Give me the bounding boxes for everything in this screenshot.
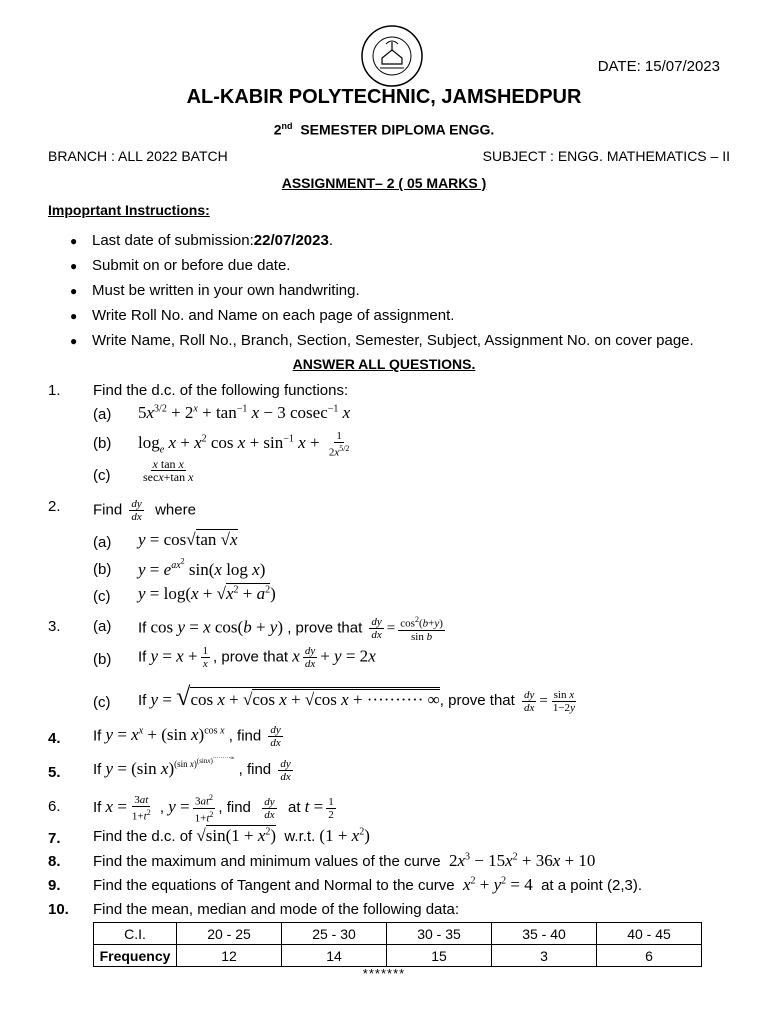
table-row-label: Frequency [94,945,177,967]
find-word: , find [238,760,272,778]
instruction-item [70,328,694,353]
instructions-heading: Impoprtant Instructions: [48,202,210,218]
instruction-item [70,278,694,303]
instruction-item [70,253,694,278]
semester-suffix: nd [281,121,293,131]
date-label: DATE: 15/07/2023 [597,58,720,75]
table-header-cell: 35 - 40 [492,923,597,945]
instruction-text: Submit on or before due date. [92,257,291,274]
question-text: Find the d.c. of $√\sin(1 + x^2)$ w.r.t. $(1 + x^2)$ [93,826,370,845]
instruction-text: Last date of submission: [92,232,254,249]
bullet-icon: ● [70,233,78,248]
table-cell: 6 [597,945,702,967]
instruction-text: Write Roll No. and Name on each page of assignment. [92,307,455,324]
bullet-icon: ● [70,283,78,298]
semester-line [0,121,768,138]
question-number: 5. [48,764,61,781]
expression: y = cos√tan √x [138,530,238,549]
if-word: If [93,760,102,778]
question-text: Find $\frac{dy}{dx}$ where [93,498,196,523]
question-number: 6. [48,798,61,815]
if-word: If [93,727,102,745]
q9-text: Find the equations of Tangent and Normal to the curve [93,877,455,894]
where-word: where [155,501,196,519]
end-marker: ******* [362,966,406,981]
question-text: Find the equations of Tangent and Normal to the curve $x^2 + y^2 = 4$ at a point (2,3). [93,875,642,894]
frequency-table [93,922,702,967]
subpart-label: (a) [93,618,112,635]
instruction-tail: . [328,232,334,249]
table-cell: 3 [492,945,597,967]
question-number: 10. [48,901,69,918]
table-header-row [94,923,702,945]
due-date: 22/07/2023 [253,232,329,249]
prove-that: , prove that [287,619,363,637]
instructions-list [70,228,694,353]
question-text: If x = $\frac{3at}{1+t^2}$ , y = $\frac{3at^2}{1+t^2}$ , find $\frac{dy}{dx}$ at t = $\frac{1}{2}$ [93,793,334,825]
instruction-item [70,303,694,328]
subpart-label: (b) [93,561,112,578]
instruction-item [70,228,694,253]
wrt-word: w.r.t. [284,828,316,845]
if-word: If [138,648,147,666]
table-cell: 14 [282,945,387,967]
question-text: Find the mean, median and mode of the following data: [93,901,460,918]
expression: If y = √cos x + √cos x + √cos x + ·········· ∞, prove that $\frac{dy}{dx}$ = $\frac{\text{sin x}}{1-2y}$ [138,682,575,714]
if-word: If [138,692,147,709]
question-number: 1. [48,382,61,399]
assignment-title: ASSIGNMENT– 2 ( 05 MARKS ) [281,175,487,191]
subject-label: SUBJECT : ENGG. MATHEMATICS – II [482,148,730,164]
table-header-cell: 25 - 30 [282,923,387,945]
branch-label: BRANCH : ALL 2022 BATCH [48,148,228,164]
bullet-icon: ● [70,258,78,273]
instruction-text: Must be written in your own handwriting. [92,282,360,299]
if-word: If [93,799,102,817]
expression: If y = x + $\frac{1}{x}$ , prove that x $\frac{dy}{dx}$ + y = 2x [138,645,376,670]
question-text: If y = (sin x)$^{(sin x)^{(sinx)^{\cdot\cdot\cdot\cdot\cdot\cdot\cdot\cdot\cdot\infty}}}$ , find $\frac{dy}{dx}$ [93,756,291,783]
question-number: 3. [48,618,61,635]
table-row [94,945,702,967]
q7-text: Find the d.c. of [93,828,193,845]
expression: If cos y = x cos(b + y) , prove that $\frac{dy}{dx}$ = $\frac{\cos^2(b+y)}{\text{sin b}}$ [138,615,443,643]
question-text: Find the d.c. of the following functions: [93,382,349,399]
table-cell: 12 [177,945,282,967]
question-number: 7. [48,830,61,847]
college-logo [360,24,424,88]
q8-text: Find the maximum and minimum values of the curve [93,853,441,870]
table-header-cell: 20 - 25 [177,923,282,945]
college-title: AL-KABIR POLYTECHNIC, JAMSHEDPUR [186,86,582,108]
subpart-label: (b) [93,435,112,452]
question-number: 8. [48,853,61,870]
answer-all-heading: ANSWER ALL QUESTIONS. [292,356,476,372]
table-header-cell: 30 - 35 [387,923,492,945]
prove-that: , prove that [213,648,289,666]
semester-number: 2 [273,121,282,138]
bullet-icon: ● [70,333,78,348]
at-point: at a point (2,3). [541,877,642,894]
expression: $y = \log(x + √x^2 + a^2)$ [138,584,276,603]
prove-that: , prove that [439,692,515,709]
table-header-cell: 40 - 45 [597,923,702,945]
find-word: , find [228,727,262,745]
table-header-cell: C.I. [94,923,177,945]
at-word: at [287,799,301,817]
subpart-label: (c) [93,467,111,484]
question-text: If $y = x^x + (\sin$ x)$^{cos x}$ , find $\frac{dy}{dx}$ [93,724,281,749]
if-word: If [138,619,147,637]
semester-text: SEMESTER DIPLOMA ENGG. [300,121,495,138]
subpart-label: (a) [93,406,112,423]
question-number: 9. [48,877,61,894]
expression: $\log_e x + x^2$ $\cos x + \sin^{-1} x$ + $\frac{1}{2x^{5/2}}$ [138,430,350,459]
find-word: Find [93,501,123,519]
subpart-label: (a) [93,534,112,551]
question-number: 4. [48,730,61,747]
find-word: , find [218,799,251,817]
instruction-text: Write Name, Roll No., Branch, Section, Semester, Subject, Assignment No. on cover page. [92,332,694,349]
subpart-label: (c) [93,694,111,711]
expression: $\frac{\text{x tan x}}{\text{secx+tan x}}$ [143,457,194,484]
expression: $y = e^{ax^2}$ sin(x log x) [138,557,266,579]
expression: $5x^{3/2} + 2^x + \tan^{-1} x - 3$ cosec$^{-1}$ x [138,403,351,422]
subpart-label: (c) [93,588,111,605]
question-text: Find the maximum and minimum values of the curve $2x^3 - 15x^2 + 36x + 10$ [93,851,596,870]
bullet-icon: ● [70,308,78,323]
question-number: 2. [48,498,61,515]
subpart-label: (b) [93,651,112,668]
table-cell: 15 [387,945,492,967]
